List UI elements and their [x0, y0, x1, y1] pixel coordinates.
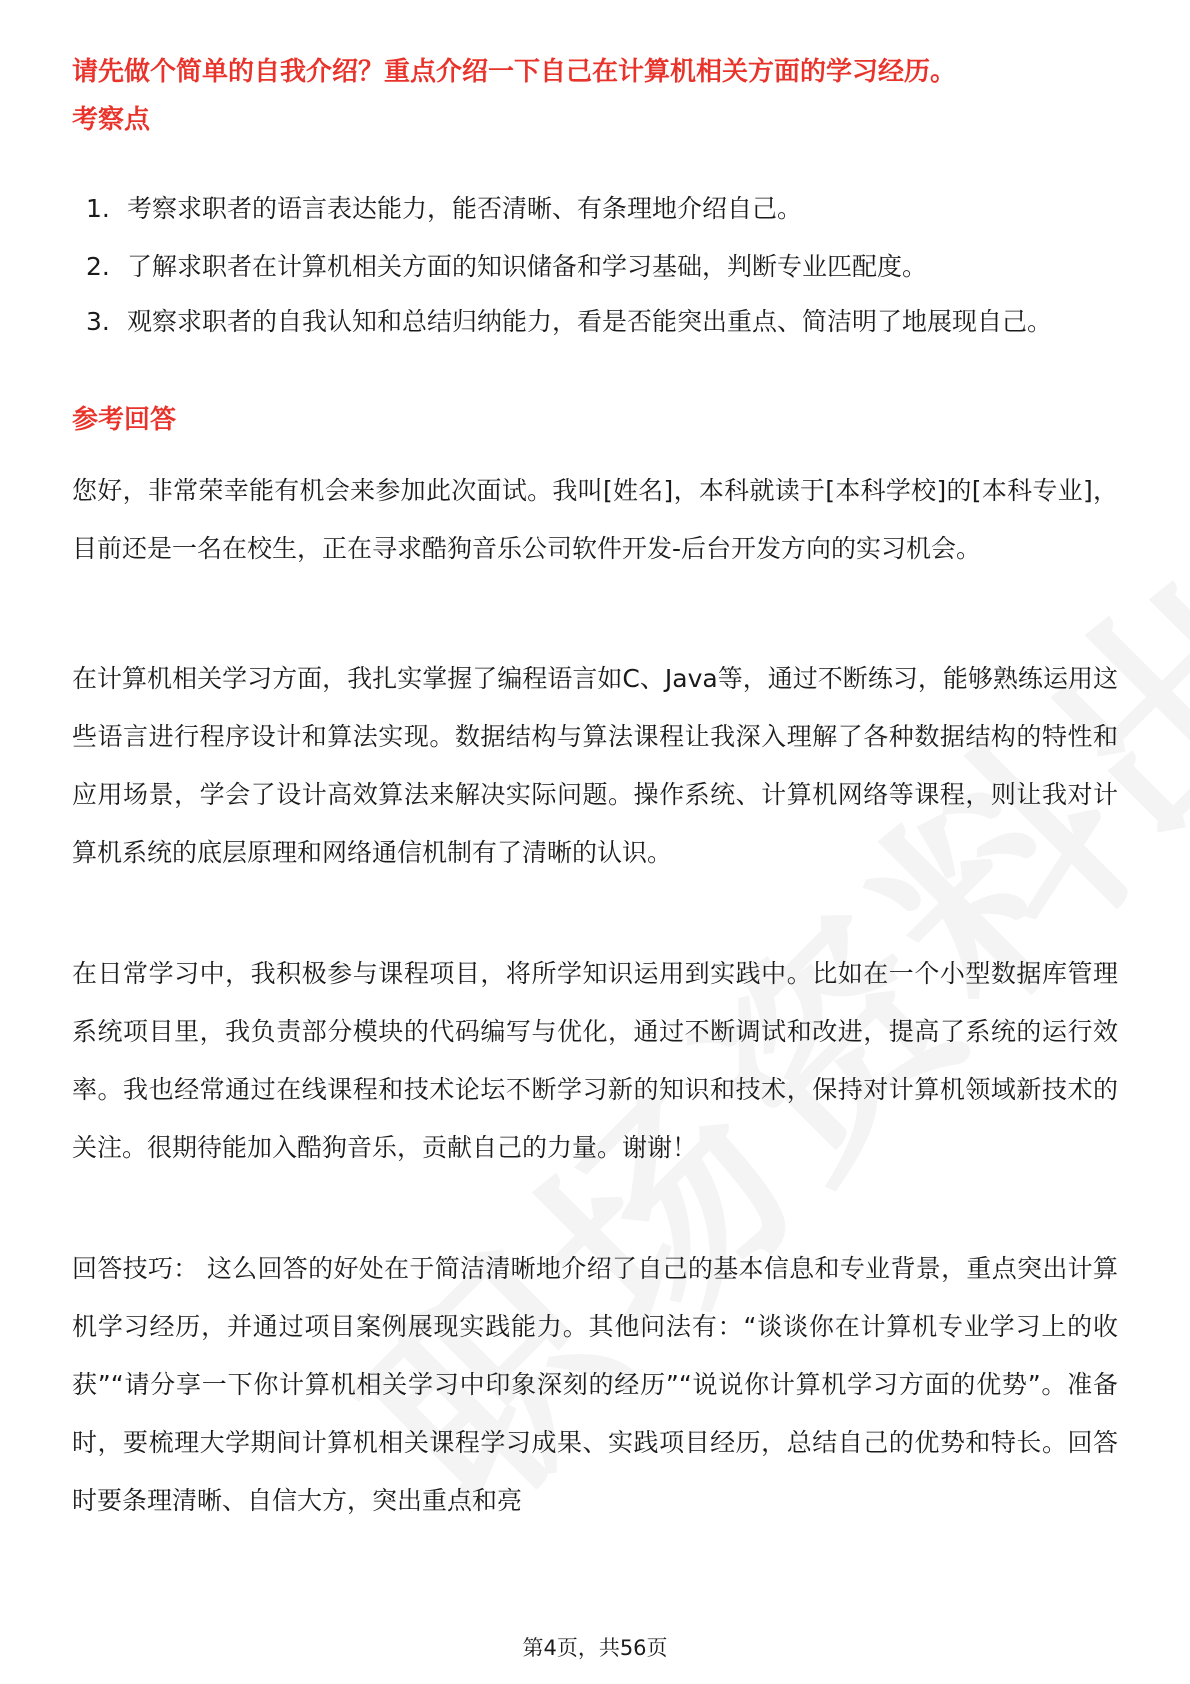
list-item-number: 3.	[86, 307, 110, 336]
list-item-number: 2.	[86, 252, 110, 281]
page-number: 第4页，共56页	[522, 1636, 668, 1660]
answer-paragraph-2: 在计算机相关学习方面，我扎实掌握了编程语言如C、Java等，通过不断练习，能够熟练运用这些语言进行程序设计和算法实现。数据结构与算法课程让我深入理解了各种数据结构的特性和应用场景，学会了设计高效算法来解决实际问题。操作系统、计算机网络等课程，则让我对计算机系统的底层原理和网络通信机制有了清晰的认识。	[72, 664, 1118, 867]
answer-tips: 回答技巧： 这么回答的好处在于简洁清晰地介绍了自己的基本信息和专业背景，重点突出计算机学习经历，并通过项目案例展现实践能力。其他问法有：“谈谈你在计算机专业学习上的收获”“请分享一下你计算机相关学习中印象深刻的经历”“说说你计算机学习方面的优势”。准备时，要梳理大学期间计算机相关课程学习成果、实践项目经历，总结自己的优势和特长。回答时要条理清晰、自信大方，突出重点和亮	[72, 1254, 1118, 1515]
list-item-number: 1.	[86, 194, 110, 223]
list-item	[72, 238, 1118, 294]
answer-section-title: 参考回答	[72, 405, 177, 435]
list-item-text: 了解求职者在计算机相关方面的知识储备和学习基础，判断专业匹配度。	[127, 252, 928, 281]
points-list	[72, 180, 1118, 350]
list-item-text: 观察求职者的自我认知和总结归纳能力，看是否能突出重点、简洁明了地展现自己。	[127, 307, 1053, 336]
answer-paragraph-1: 您好，非常荣幸能有机会来参加此次面试。我叫[姓名]，本科就读于[本科学校]的[本科专业]，目前还是一名在校生，正在寻求酷狗音乐公司软件开发-后台开发方向的实习机会。	[72, 476, 1118, 563]
points-section-title: 考察点	[72, 105, 151, 135]
question-heading: 请先做个简单的自我介绍？重点介绍一下自己在计算机相关方面的学习经历。	[72, 57, 957, 87]
list-item	[72, 294, 1118, 350]
list-item-text: 考察求职者的语言表达能力，能否清晰、有条理地介绍自己。	[127, 194, 803, 223]
list-item	[72, 180, 1118, 238]
answer-paragraph-3: 在日常学习中，我积极参与课程项目，将所学知识运用到实践中。比如在一个小型数据库管理系统项目里，我负责部分模块的代码编写与优化，通过不断调试和改进，提高了系统的运行效率。我也经常通过在线课程和技术论坛不断学习新的知识和技术，保持对计算机领域新技术的关注。很期待能加入酷狗音乐，贡献自己的力量。谢谢！	[72, 959, 1118, 1162]
